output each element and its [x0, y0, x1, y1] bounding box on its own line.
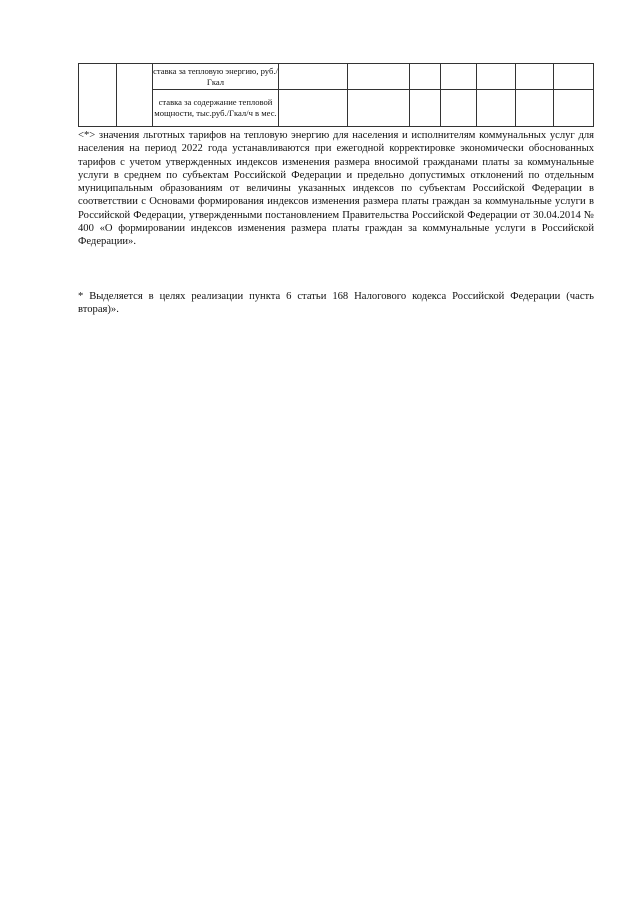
table-cell [516, 64, 554, 90]
table-row [79, 90, 594, 127]
table-cell [516, 90, 554, 127]
table-cell [348, 90, 410, 127]
table-cell [477, 90, 516, 127]
table-cell [441, 64, 477, 90]
table-cell [348, 64, 410, 90]
footnote-tax-code: * Выделяется в целях реализации пункта 6 статьи 168 Налогового кодекса Российской Федерации (часть вторая)». [78, 291, 594, 316]
table-cell [79, 64, 117, 127]
footnote-preferential-tariffs: <*> значения льготных тарифов на тепловую энергию для населения и исполнителям коммунальных услуг для населения на период 2022 года устанавливаются при ежегодной корректировке экономически обоснованных тарифов с учетом утвержденных индексов изменения размера вносимой гражданами платы за коммунальные услуги в среднем по субъектам Российской Федерации и предельно допустимых отклонений по отдельным муниципальным образованиям от величины указанных индексов по субъектам Российской Федерации в соответствии с Основами формирования индексов изменения размера платы граждан за коммунальные услуги в Российской Федерации, утвержденными постановлением Правительства Российской Федерации от 30.04.2014 № 400 «О формировании индексов изменения размера платы граждан за коммунальные услуги в Российской Федерации». [78, 130, 594, 248]
table-cell [441, 90, 477, 127]
table-cell [117, 64, 153, 127]
table-row [79, 64, 594, 90]
table-cell [279, 90, 348, 127]
tariff-table [78, 63, 594, 127]
table-cell [410, 90, 441, 127]
row-label-capacity-rate: ставка за содержание тепловой мощности, тыс.руб./Гкал/ч в мес. [153, 90, 279, 127]
table-cell [279, 64, 348, 90]
table-cell [410, 64, 441, 90]
table-cell [554, 90, 594, 127]
table-cell [554, 64, 594, 90]
row-label-energy-rate: ставка за тепловую энергию, руб./Гкал [153, 64, 279, 90]
table-cell [477, 64, 516, 90]
